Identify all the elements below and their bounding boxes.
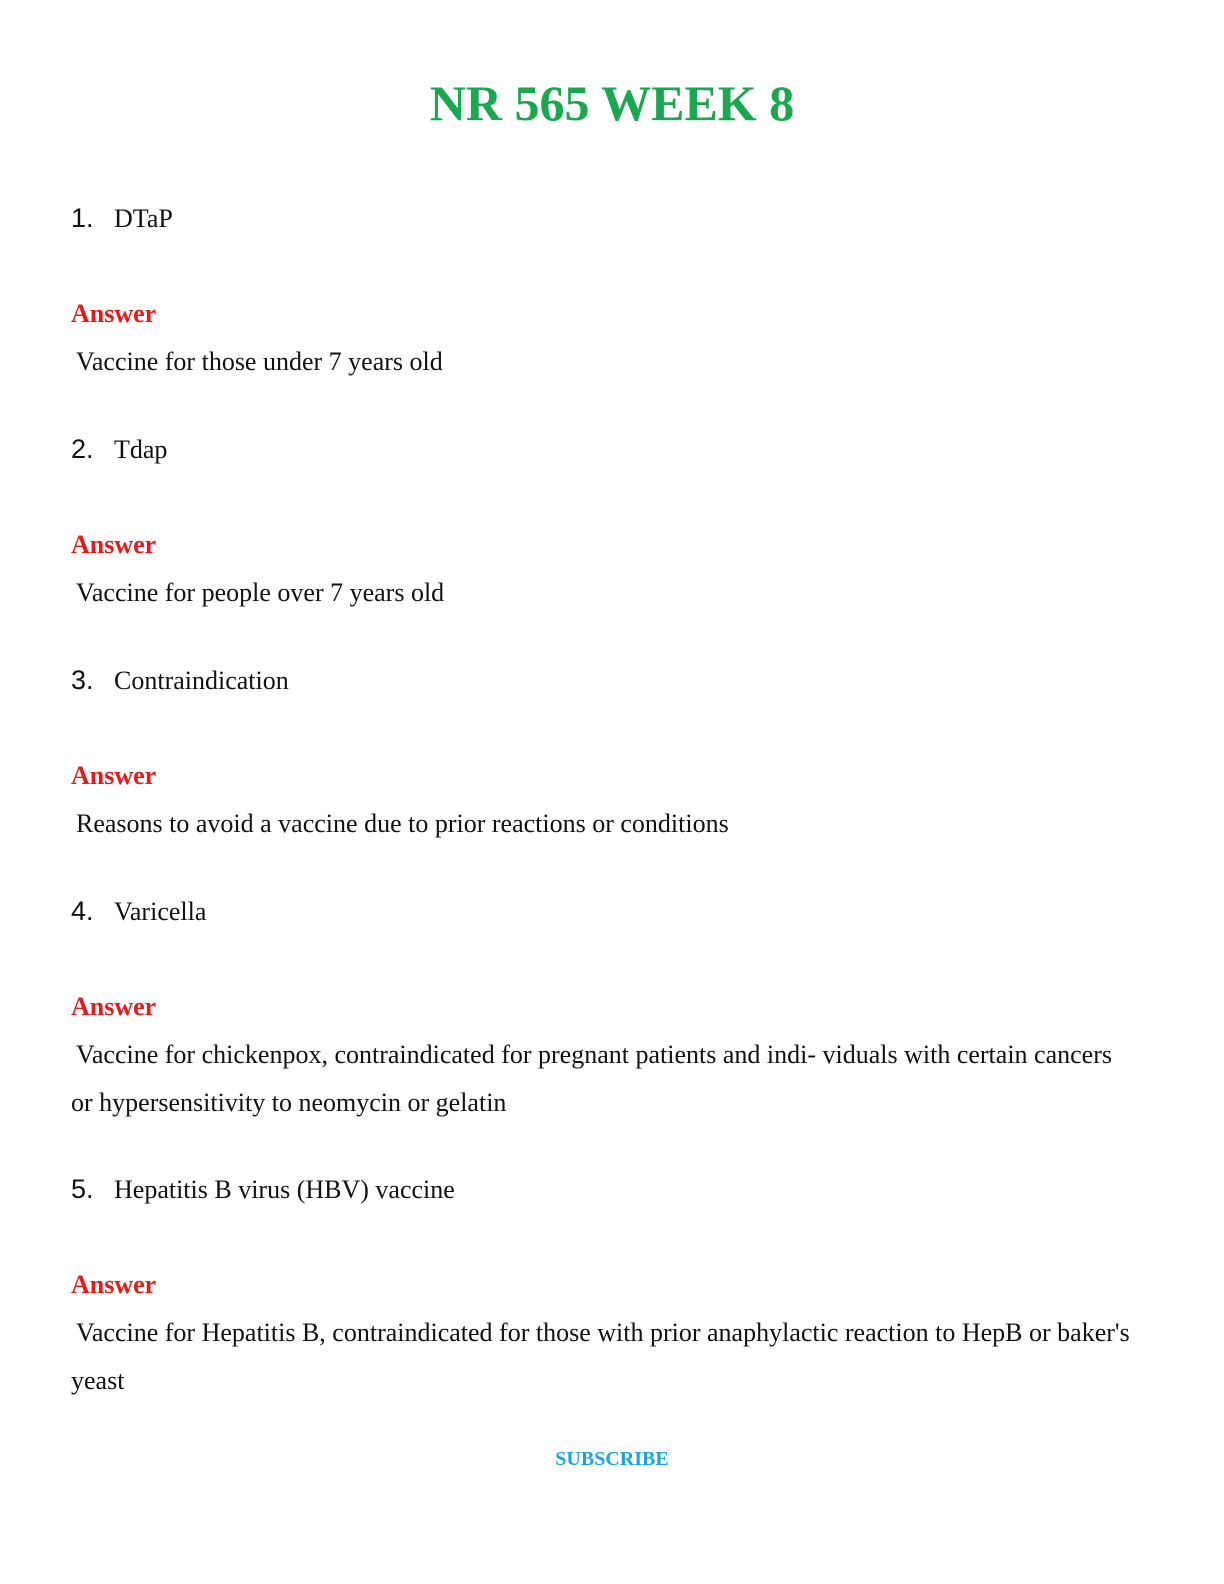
answer-label: Answer [71,530,157,559]
question [71,894,1131,928]
qa-item [71,894,1131,1127]
question-text: DTaP [114,204,173,233]
question-text: Tdap [114,435,168,464]
subscribe-link[interactable]: SUBSCRIBE [555,1448,669,1470]
question-text: Varicella [114,897,207,926]
answer-text: Vaccine for chickenpox, contraindicated for pregnant patients and indi- viduals with certain cancers or hypersensitivity to neomycin or gelatin [71,1040,1112,1117]
answer-text: Vaccine for people over 7 years old [76,578,445,607]
question-number: 2. [71,434,94,464]
answer-label: Answer [71,1270,157,1299]
question [71,432,1131,466]
qa-item [71,1172,1131,1405]
answer-label: Answer [71,761,157,790]
answer-text: Vaccine for those under 7 years old [76,347,443,376]
question [71,201,1131,235]
question-number: 5. [71,1174,94,1204]
answer-text: Reasons to avoid a vaccine due to prior reactions or conditions [76,809,729,838]
qa-item [71,432,1131,617]
qa-item [71,201,1131,386]
answer-label: Answer [71,992,157,1021]
answer-text: Vaccine for Hepatitis B, contraindicated for those with prior anaphylactic reaction to HepB or baker's yeast [71,1318,1130,1395]
question-text: Contraindication [114,666,289,695]
question [71,1172,1131,1206]
page-title: NR 565 WEEK 8 [429,75,795,131]
answer-label: Answer [71,299,157,328]
question-number: 1. [71,203,94,233]
question-number: 3. [71,665,94,695]
question-text: Hepatitis B virus (HBV) vaccine [114,1175,455,1204]
question [71,663,1131,697]
question-number: 4. [71,896,94,926]
qa-item [71,663,1131,848]
